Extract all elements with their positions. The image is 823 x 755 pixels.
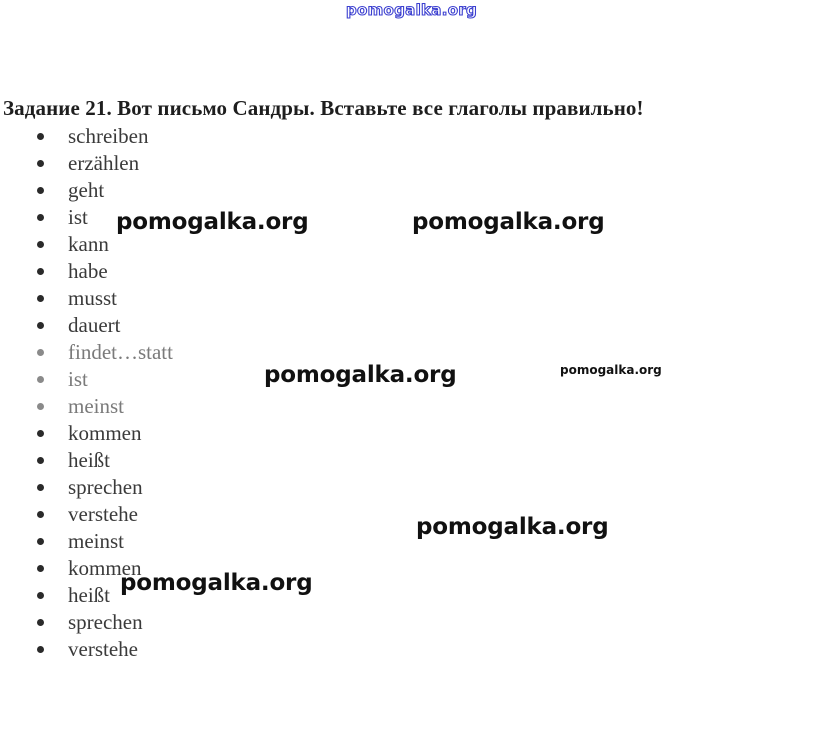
verb-text: kommen [68, 556, 142, 580]
verb-text: erzählen [68, 151, 140, 175]
verb-text: findet…statt [68, 340, 173, 364]
verb-text: geht [68, 178, 105, 202]
bullet-icon [37, 295, 44, 302]
bullet-icon [37, 619, 44, 626]
list-item [0, 150, 300, 177]
bullet-icon [37, 592, 44, 599]
list-item [0, 312, 300, 339]
bullet-icon [37, 214, 44, 221]
watermark: pomogalka.org [116, 209, 309, 235]
verb-text: dauert [68, 313, 121, 337]
site-logo: pomogalka.org [345, 1, 478, 19]
watermark: pomogalka.org [416, 514, 609, 540]
bullet-icon [37, 133, 44, 140]
bullet-icon [37, 565, 44, 572]
verb-text: ist [68, 205, 88, 229]
bullet-icon [37, 403, 44, 410]
bullet-icon [37, 511, 44, 518]
verb-text: kann [68, 232, 109, 256]
bullet-icon [37, 322, 44, 329]
list-item [0, 123, 300, 150]
list-item [0, 339, 300, 366]
bullet-icon [37, 646, 44, 653]
watermark: pomogalka.org [412, 209, 605, 235]
bullet-icon [37, 349, 44, 356]
list-item [0, 420, 300, 447]
list-item [0, 231, 300, 258]
list-item [0, 447, 300, 474]
verb-text: meinst [68, 394, 124, 418]
bullet-icon [37, 376, 44, 383]
watermark: pomogalka.org [264, 362, 457, 388]
watermark: pomogalka.org [120, 570, 313, 596]
bullet-icon [37, 160, 44, 167]
verb-text: ist [68, 367, 88, 391]
verb-text: schreiben [68, 124, 149, 148]
bullet-icon [37, 457, 44, 464]
bullet-icon [37, 430, 44, 437]
list-item [0, 177, 300, 204]
bullet-icon [37, 241, 44, 248]
list-item [0, 501, 300, 528]
verb-text: heißt [68, 583, 110, 607]
bullet-icon [37, 538, 44, 545]
list-item [0, 609, 300, 636]
verb-text: habe [68, 259, 108, 283]
list-item [0, 528, 300, 555]
verb-text: sprechen [68, 475, 143, 499]
bullet-icon [37, 484, 44, 491]
verb-text: musst [68, 286, 118, 310]
list-item [0, 636, 300, 663]
bullet-icon [37, 268, 44, 275]
list-item [0, 393, 300, 420]
verb-text: sprechen [68, 610, 143, 634]
verb-text: meinst [68, 529, 124, 553]
watermark: pomogalka.org [560, 363, 662, 377]
verb-text: verstehe [68, 637, 138, 661]
verb-text: verstehe [68, 502, 138, 526]
verb-text: kommen [68, 421, 142, 445]
task-title: Задание 21. Вот письмо Сандры. Вставьте все глаголы правильно! [3, 96, 644, 120]
verb-text: heißt [68, 448, 110, 472]
list-item [0, 258, 300, 285]
list-item [0, 285, 300, 312]
bullet-icon [37, 187, 44, 194]
list-item [0, 474, 300, 501]
list-item [0, 366, 300, 393]
